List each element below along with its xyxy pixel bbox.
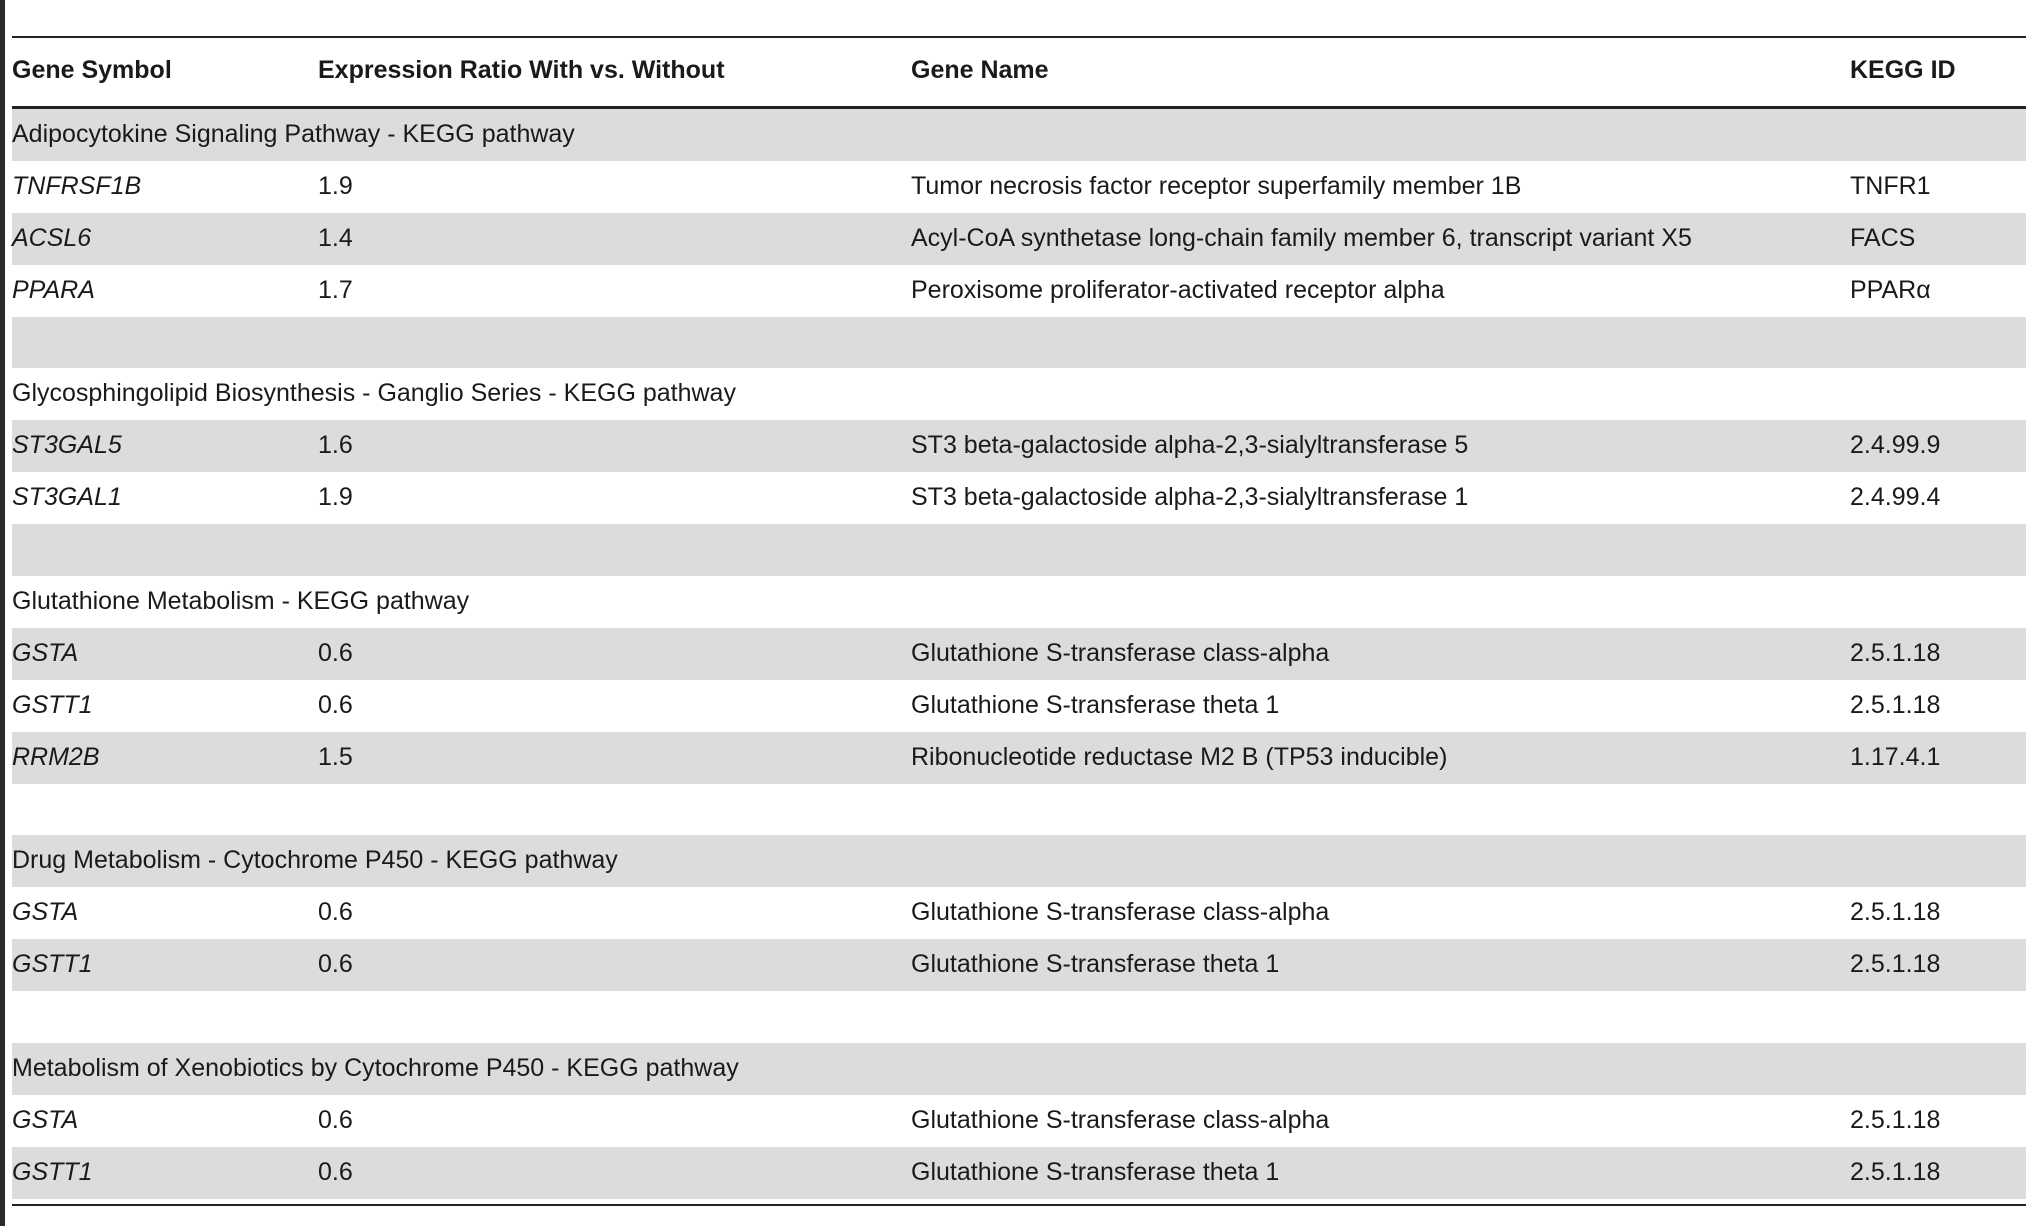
- table-row: [12, 1095, 2026, 1147]
- gene-symbol: GSTA: [12, 898, 79, 927]
- table-bottom-rule: [12, 1204, 2026, 1206]
- table-row: [12, 213, 2026, 265]
- kegg-id: 2.5.1.18: [1850, 690, 1941, 719]
- section-row: [12, 368, 2026, 420]
- gene-symbol: GSTT1: [12, 690, 93, 719]
- table-row: [12, 939, 2026, 991]
- section-row: [12, 835, 2026, 887]
- section-label: Glutathione Metabolism - KEGG pathway: [12, 587, 470, 616]
- section-row: [12, 1043, 2026, 1095]
- header-gene-name: Gene Name: [911, 56, 1049, 84]
- gene-symbol: TNFRSF1B: [12, 171, 142, 200]
- gene-symbol: ST3GAL5: [12, 431, 122, 460]
- gene-symbol: ACSL6: [12, 223, 92, 252]
- section-row: [12, 576, 2026, 628]
- kegg-id: 2.5.1.18: [1850, 1157, 1941, 1186]
- section-label: Glycosphingolipid Biosynthesis - Ganglio Series - KEGG pathway: [12, 379, 736, 408]
- header-expression-ratio: Expression Ratio With vs. Without: [318, 56, 725, 84]
- expression-ratio: 0.6: [318, 690, 353, 719]
- spacer-row: [12, 524, 2026, 576]
- header-gene-symbol: Gene Symbol: [12, 56, 172, 84]
- expression-ratio: 0.6: [318, 898, 353, 927]
- kegg-id: 2.5.1.18: [1850, 1105, 1941, 1134]
- gene-symbol: GSTA: [12, 1105, 79, 1134]
- table-row: [12, 472, 2026, 524]
- gene-name: Glutathione S-transferase theta 1: [911, 1157, 1280, 1186]
- expression-ratio: 1.7: [318, 275, 353, 304]
- spacer-row: [12, 317, 2026, 369]
- expression-ratio: 0.6: [318, 1157, 353, 1186]
- gene-name: Acyl-CoA synthetase long-chain family member 6, transcript variant X5: [911, 223, 1692, 252]
- table-row: [12, 887, 2026, 939]
- table-row: [12, 680, 2026, 732]
- kegg-id: FACS: [1850, 223, 1916, 252]
- gene-name: Glutathione S-transferase theta 1: [911, 950, 1280, 979]
- gene-name: Ribonucleotide reductase M2 B (TP53 inducible): [911, 742, 1448, 771]
- expression-ratio: 1.4: [318, 223, 353, 252]
- kegg-id: 2.5.1.18: [1850, 898, 1941, 927]
- expression-ratio: 0.6: [318, 1105, 353, 1134]
- table-row: [12, 420, 2026, 472]
- gene-name: Glutathione S-transferase class-alpha: [911, 898, 1330, 927]
- spacer-row: [12, 784, 2026, 836]
- table-row: [12, 265, 2026, 317]
- gene-name: Glutathione S-transferase class-alpha: [911, 1105, 1330, 1134]
- kegg-id: 2.4.99.4: [1850, 483, 1941, 512]
- gene-name: ST3 beta-galactoside alpha-2,3-sialyltransferase 1: [911, 483, 1469, 512]
- gene-name: Tumor necrosis factor receptor superfamily member 1B: [911, 171, 1522, 200]
- gene-symbol: GSTT1: [12, 1157, 93, 1186]
- section-label: Metabolism of Xenobiotics by Cytochrome P450 - KEGG pathway: [12, 1054, 739, 1083]
- expression-ratio: 1.5: [318, 742, 353, 771]
- section-row: [12, 109, 2026, 161]
- table-row: [12, 1147, 2026, 1199]
- expression-ratio: 0.6: [318, 638, 353, 667]
- expression-ratio: 0.6: [318, 950, 353, 979]
- table-row: [12, 628, 2026, 680]
- section-label: Drug Metabolism - Cytochrome P450 - KEGG pathway: [12, 846, 618, 875]
- section-label: Adipocytokine Signaling Pathway - KEGG pathway: [12, 120, 575, 148]
- expression-ratio: 1.9: [318, 171, 353, 200]
- spacer-row: [12, 991, 2026, 1043]
- gene-name: Peroxisome proliferator-activated receptor alpha: [911, 275, 1445, 304]
- expression-ratio: 1.6: [318, 431, 353, 460]
- expression-ratio: 1.9: [318, 483, 353, 512]
- gene-symbol: GSTT1: [12, 950, 93, 979]
- gene-symbol: GSTA: [12, 638, 79, 667]
- left-border: [0, 0, 5, 1226]
- gene-symbol: RRM2B: [12, 742, 100, 771]
- kegg-id: 1.17.4.1: [1850, 742, 1941, 771]
- table-body: [12, 109, 2026, 1199]
- gene-name: ST3 beta-galactoside alpha-2,3-sialyltransferase 5: [911, 431, 1469, 460]
- kegg-id: TNFR1: [1850, 171, 1931, 200]
- kegg-id: 2.5.1.18: [1850, 950, 1941, 979]
- gene-name: Glutathione S-transferase class-alpha: [911, 638, 1330, 667]
- table-row: [12, 732, 2026, 784]
- kegg-id: 2.5.1.18: [1850, 638, 1941, 667]
- table-header: [12, 38, 2026, 106]
- kegg-id: PPARα: [1850, 275, 1931, 304]
- gene-symbol: PPARA: [12, 275, 95, 304]
- gene-symbol: ST3GAL1: [12, 483, 122, 512]
- header-kegg-id: KEGG ID: [1850, 56, 1956, 84]
- kegg-id: 2.4.99.9: [1850, 431, 1941, 460]
- gene-name: Glutathione S-transferase theta 1: [911, 690, 1280, 719]
- table-row: [12, 161, 2026, 213]
